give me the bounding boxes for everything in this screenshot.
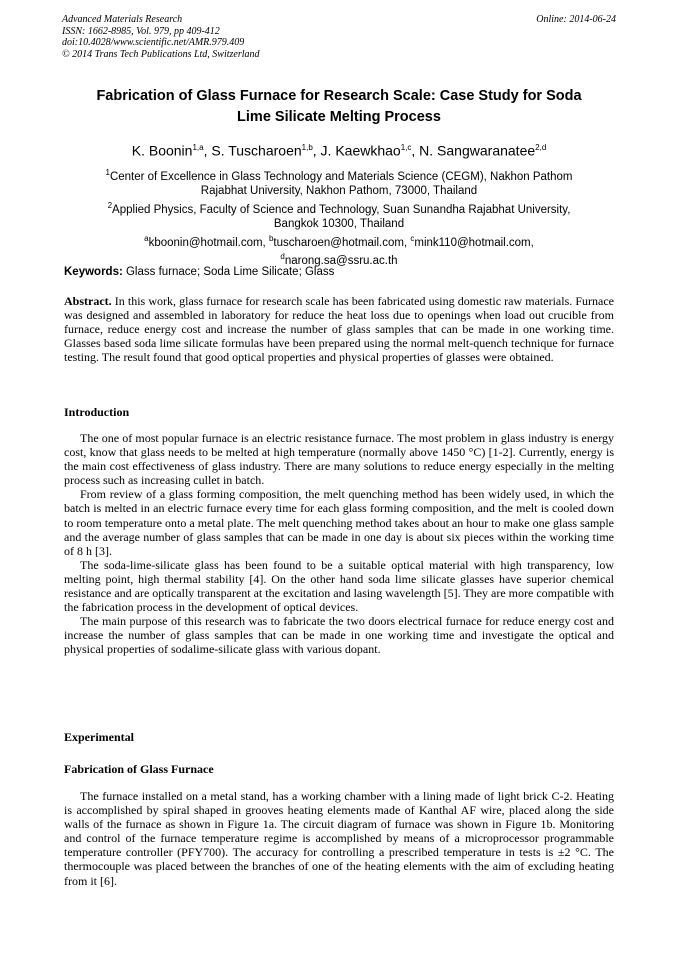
affiliation-2-line-2: Bangkok 10300, Thailand (273, 218, 405, 231)
author-separator: , (203, 142, 212, 159)
affiliation-1 (60, 166, 618, 184)
affiliations (60, 166, 618, 268)
affiliation-2-line-1: Applied Physics, Faculty of Science and Technology, Suan Sunandha Rajabhat University, (112, 203, 571, 216)
email-link[interactable]: tuscharoen@hotmail.com, (273, 236, 411, 249)
paper-title (60, 86, 618, 128)
paragraph: The furnace installed on a metal stand, has a working chamber with a lining made of light brick C-2. Heating is accomplished by spiral shaped in grooves heating elements made of Kanthal AF wire, placed along the side walls of the furnace as shown in Figure 1a. The circuit diagram of furnace was shown in Figure 1b. Monitoring and control of the furnace temperature regime is accomplished by means of a microprocessor programmable temperature controller (PFY700). The accuracy for controlling a prescribed temperature in tests is ±2 °C. The thermocouple was placed between the branches of one of the heating elements with the aim of excluding heating from it [6]. (64, 789, 614, 888)
section-heading-introduction: Introduction (64, 405, 130, 419)
email-link[interactable]: narong.sa@ssru.ac.th (284, 254, 398, 267)
paragraph: The one of most popular furnace is an electric resistance furnace. The most problem in glass industry is energy cost, know that glass needs to be melted at high temperature (normally above 1450 °C) [1-2]. Currently, energy is the main cost effectiveness of glass industry. There are many solutions to reduce energy especially in the melting process such as increasing cullet in batch. (64, 431, 614, 488)
paragraph: From review of a glass forming composition, the melt quenching method has been widely used, in which the batch is melted in an electric furnace every time for each glass forming composition, and the melt is cooled down to room temperature onto a metal plate. The melt quenching method takes about an hour to make one glass sample and the average number of glass samples that can be made in one day is about six pieces within the working time of 8 h [3]. (64, 487, 614, 558)
author-name: J. Kaewkhao (320, 142, 401, 159)
title-line-1: Fabrication of Glass Furnace for Research Scale: Case Study for Soda (96, 88, 582, 104)
affiliation-sup: 2 (107, 200, 113, 210)
experimental-body (64, 789, 614, 888)
subsection-heading-furnace: Fabrication of Glass Furnace (64, 762, 214, 776)
section-heading-experimental: Experimental (64, 730, 134, 744)
author-affil-sup: 1,a (192, 143, 204, 152)
online-date: Online: 2014-06-24 (536, 14, 616, 25)
author-affil-sup: 1,c (400, 143, 412, 152)
author-list (60, 138, 618, 161)
author-name: N. Sangwaranatee (419, 142, 536, 159)
keywords-label: Keywords: (64, 266, 123, 278)
email-sup: d (280, 251, 285, 261)
author-affil-sup: 1,b (301, 143, 313, 152)
email-sup: a (144, 233, 149, 243)
affiliation-1-line-1: Center of Excellence in Glass Technology and Materials Science (CEGM), Nakhon Pathom (109, 170, 573, 183)
email-sup: c (410, 233, 415, 243)
abstract (64, 294, 614, 364)
introduction-body (64, 431, 614, 657)
abstract-label: Abstract. (64, 294, 112, 308)
email-link[interactable]: kboonin@hotmail.com, (148, 236, 269, 249)
affiliation-sup: 1 (105, 168, 110, 177)
keywords (64, 265, 614, 279)
title-line-2: Lime Silicate Melting Process (237, 109, 441, 125)
author-emails (60, 232, 618, 250)
paragraph: The soda-lime-silicate glass has been found to be a suitable optical material with high transparency, low melting point, high thermal stability [4]. On the other hand soda lime silicate glasses have superior chemical resistance and are optically transparent at the excitation and lasing wavelength [5]. They are more compatible with the fabrication process in the development of optical devices. (64, 557, 614, 615)
journal-issn: ISSN: 1662-8985, Vol. 979, pp 409-412 (62, 25, 220, 37)
author-separator: , (312, 142, 321, 159)
paragraph: The main purpose of this research was to fabricate the two doors electrical furnace for reduce energy cost and increase the number of glass samples that can be made in one working time and investigate the optical and physical properties of sodalime-silicate glass with various dopant. (64, 614, 614, 657)
keywords-text: Glass furnace; Soda Lime Silicate; Glass (122, 266, 335, 278)
journal-header (62, 14, 260, 60)
abstract-text: In this work, glass furnace for research scale has been fabricated using domestic raw materials. Furnace was designed and assembled in laboratory for reduce the heat loss due to openings when load out crucible from furnace, reduce energy cost and increase the number of glass samples that can be made in one working time. Glasses based soda lime silicate formulas have been prepared using the normal melt-quench technique for furnace testing. The result found that good optical properties and physical properties of glasses were obtained. (64, 294, 614, 365)
author-affil-sup: 2,d (535, 143, 547, 152)
journal-name: Advanced Materials Research (62, 14, 183, 25)
email-link[interactable]: mink110@hotmail.com, (414, 236, 534, 249)
email-sup: b (268, 233, 274, 243)
journal-copyright: © 2014 Trans Tech Publications Ltd, Switzerland (62, 48, 260, 60)
author-name: K. Boonin (131, 142, 193, 159)
author-separator: , (411, 142, 420, 159)
affiliation-1-line-2: Rajabhat University, Nakhon Pathom, 73000, Thailand (200, 185, 478, 198)
author-name: S. Tuscharoen (211, 142, 302, 159)
journal-doi: doi:10.4028/www.scientific.net/AMR.979.409 (62, 37, 245, 48)
affiliation-2 (60, 199, 618, 217)
